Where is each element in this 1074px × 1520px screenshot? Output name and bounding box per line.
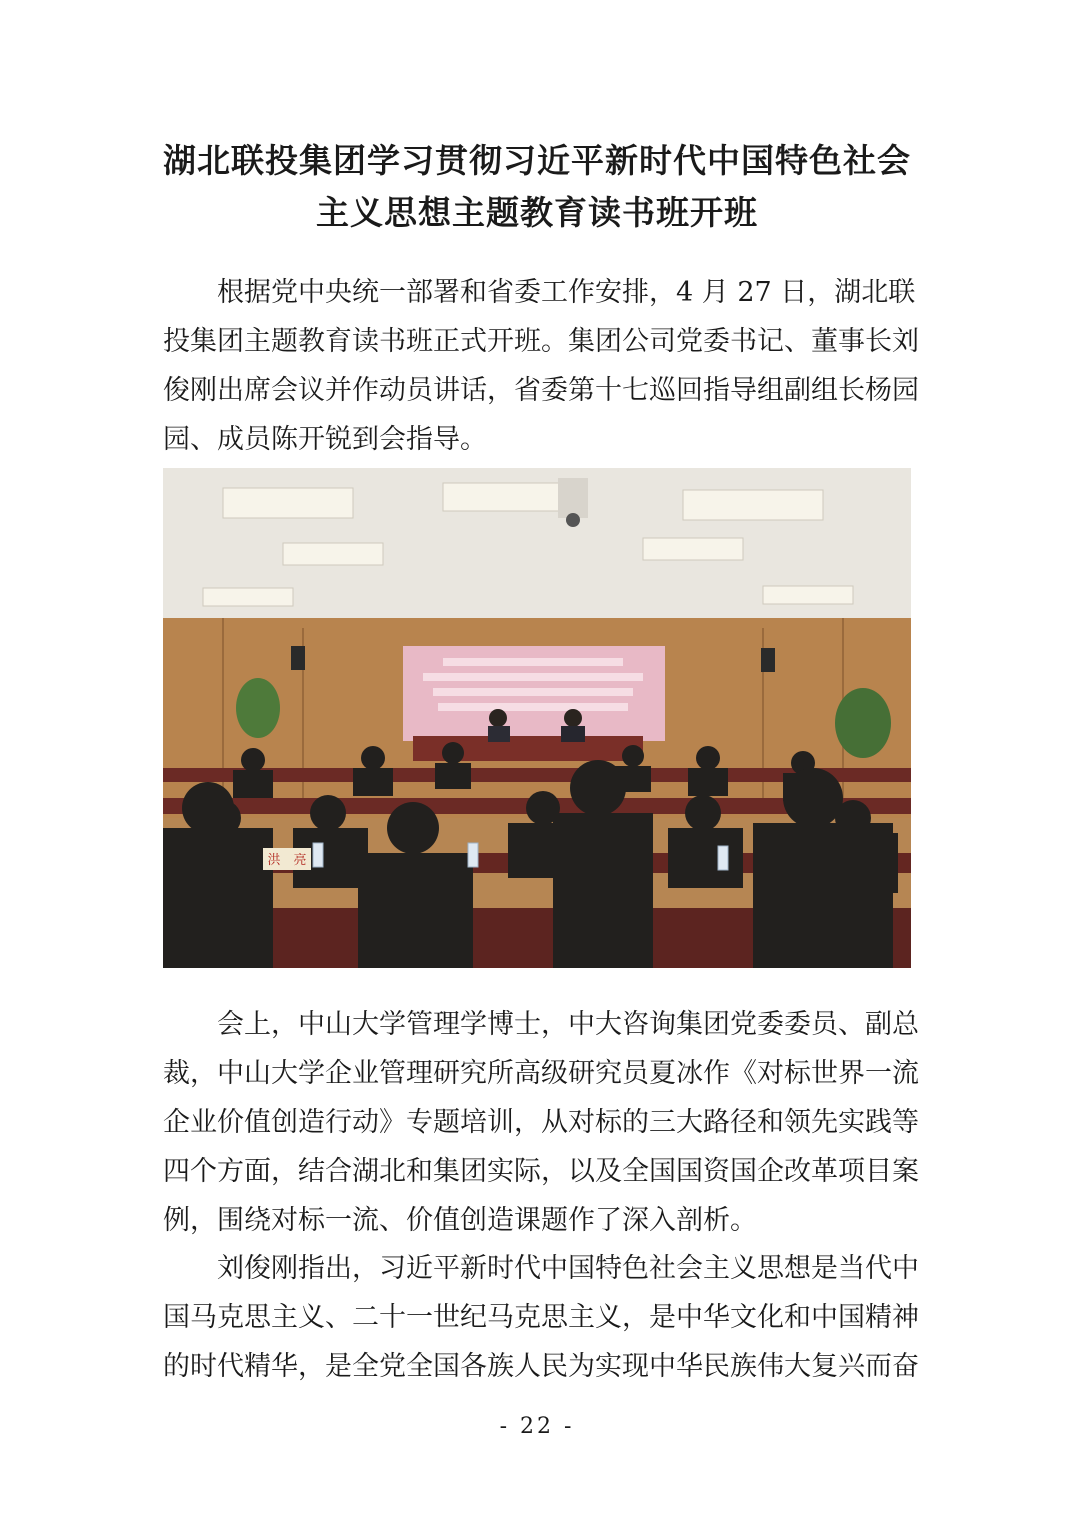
paragraph-line: 刘俊刚指出，习近平新时代中国特色社会主义思想是当代中 [163,1253,919,1284]
article-title-line-2: 主义思想主题教育读书班开班 [316,193,758,232]
paragraph-line: 的时代精华，是全党全国各族人民为实现中华民族伟大复兴而奋 [163,1351,919,1382]
paragraph-line: 国马克思主义、二十一世纪马克思主义，是中华文化和中国精神 [163,1302,919,1333]
article-title-line-1: 湖北联投集团学习贯彻习近平新时代中国特色社会 [163,141,911,180]
page-number: - 22 - [499,1414,575,1439]
article-title [120,135,954,239]
paragraph-line: 根据党中央统一部署和省委工作安排，4 月 27 日，湖北联 [163,277,916,308]
paragraph-line: 例，围绕对标一流、价值创造课题作了深入剖析。 [163,1205,757,1236]
paragraph-remarks [163,1244,919,1391]
meeting-photo [163,468,911,968]
paragraph-line: 企业价值创造行动》专题培训，从对标的三大路径和领先实践等 [163,1107,919,1138]
paragraph-line: 园、成员陈开锐到会指导。 [163,424,487,455]
paragraph-line: 投集团主题教育读书班正式开班。集团公司党委书记、董事长刘 [163,326,919,357]
paragraph-training [163,1000,919,1245]
paragraph-line: 裁，中山大学企业管理研究所高级研究员夏冰作《对标世界一流 [163,1058,919,1089]
paragraph-line: 会上，中山大学管理学博士，中大咨询集团党委委员、副总 [163,1009,919,1040]
paragraph-line: 四个方面，结合湖北和集团实际，以及全国国资国企改革项目案 [163,1156,919,1187]
paragraph-intro [163,268,919,464]
nameplate-text: 洪 亮 [267,853,307,868]
paragraph-line: 俊刚出席会议并作动员讲话，省委第十七巡回指导组副组长杨园 [163,375,919,406]
